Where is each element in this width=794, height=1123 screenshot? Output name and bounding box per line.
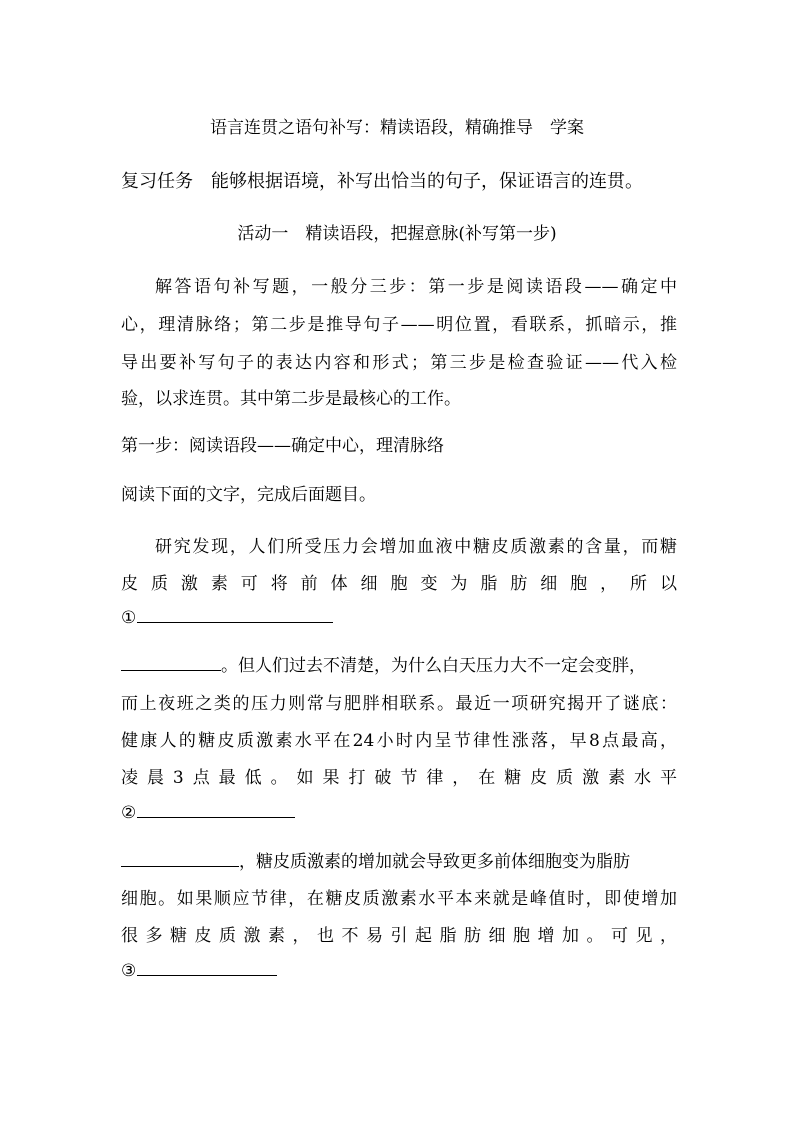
passage-line-10: 细胞。如果顺应节律，在糖皮质激素水平本来就是峰值时，即使增加 (121, 889, 677, 909)
passage-line-2: 皮质激素可将前体细胞变为脂肪细胞，所以 (121, 574, 677, 594)
document-title: 语言连贯之语句补写：精读语段，精确推导 学案 (210, 118, 584, 138)
passage-line-4-text: 。但人们过去不清楚，为什么白天压力大不一定会变胖， (221, 656, 646, 676)
intro-line-1: 解答语句补写题，一般分三步：第一步是阅读语段——确定中 (155, 277, 677, 297)
passage-line-9-text: ，糖皮质激素的增加就会导致更多前体细胞变为脂肪 (239, 852, 630, 872)
blank-1-continuation (121, 654, 221, 671)
passage-line-9 (121, 850, 677, 874)
passage-line-4 (121, 654, 677, 678)
intro-line-3: 导出要补写句子的表达内容和形式；第三步是检查验证——代入检 (121, 353, 677, 373)
passage-line-11: 很多糖皮质激素，也不易引起脂肪细胞增加。可见， (121, 926, 677, 946)
intro-line-2: 心，理清脉络；第二步是推导句子——明位置，看联系，抓暗示，推 (121, 315, 677, 335)
blank-3-line (137, 959, 277, 976)
blank-2-continuation (121, 850, 239, 867)
blank-3-marker: ③ (121, 961, 137, 981)
passage-line-3 (121, 606, 677, 630)
passage-line-8 (121, 801, 677, 825)
reading-instruction: 阅读下面的文字，完成后面题目。 (121, 485, 376, 505)
passage-line-5: 而上夜班之类的压力则常与肥胖相联系。最近一项研究揭开了谜底： (121, 694, 677, 714)
blank-2-line (137, 801, 295, 818)
review-task: 复习任务 能够根据语境，补写出恰当的句子，保证语言的连贯。 (121, 171, 643, 192)
passage-line-6: 健康人的糖皮质激素水平在24小时内呈节律性涨落，早8点最高， (121, 731, 677, 751)
passage-line-1: 研究发现，人们所受压力会增加血液中糖皮质激素的含量，而糖 (155, 537, 677, 557)
blank-1-line (137, 606, 333, 623)
passage-line-12 (121, 959, 677, 983)
passage-line-7: 凌晨3点最低。如果打破节律，在糖皮质激素水平 (121, 768, 677, 788)
blank-1-marker: ① (121, 608, 137, 628)
activity-heading: 活动一 精读语段，把握意脉(补写第一步) (237, 224, 557, 244)
blank-2-marker: ② (121, 803, 137, 823)
step1-heading: 第一步：阅读语段——确定中心，理清脉络 (121, 436, 444, 456)
intro-line-4: 验，以求连贯。其中第二步是最核心的工作。 (121, 389, 461, 409)
